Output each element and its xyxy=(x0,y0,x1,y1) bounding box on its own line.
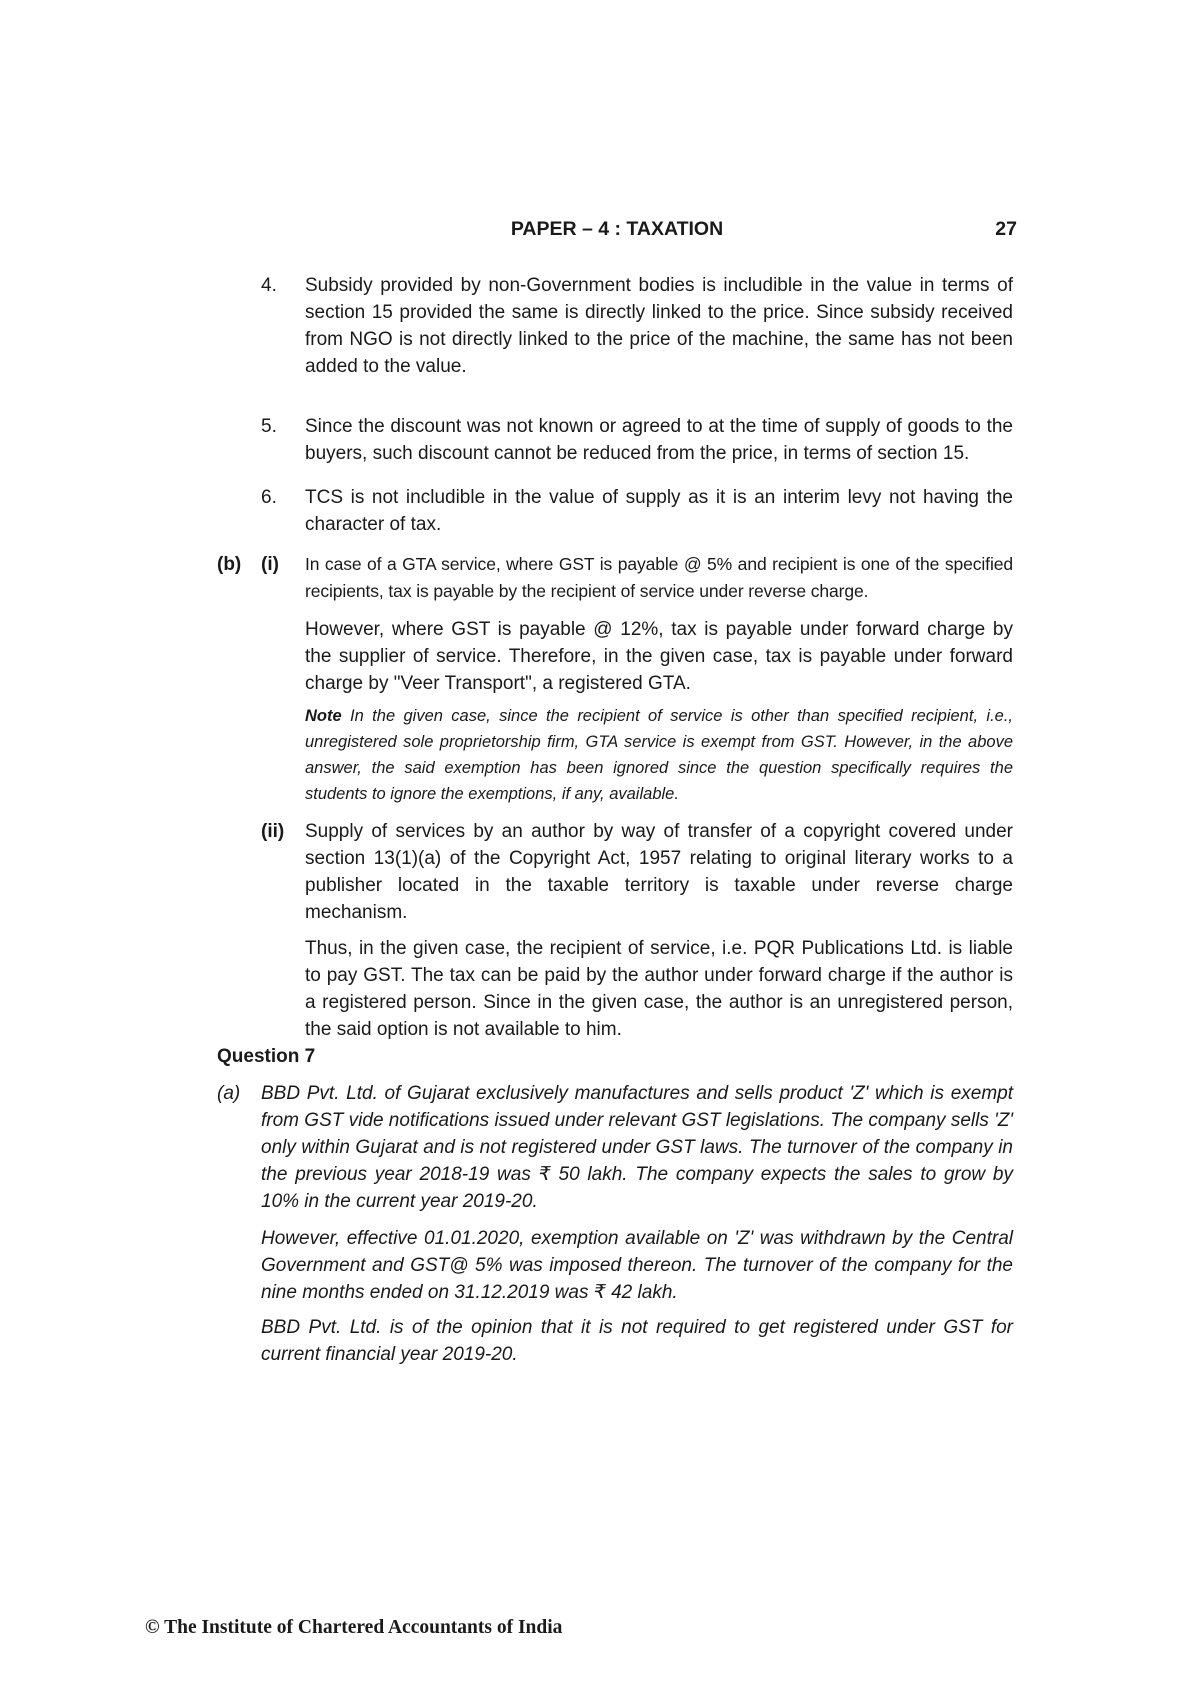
answer-b-ii xyxy=(0,818,1191,926)
item-number: 6. xyxy=(261,487,277,508)
item-text: Subsidy provided by non-Government bodies is includible in the value in terms of section 15 provided the same is directly linked to the price. Since subsidy received from NGO is not directly linked to the price of the machine, the same has not been added to the value. xyxy=(305,275,1013,377)
note-text: In the given case, since the recipient of service is other than specified recipient, i.e., unregistered sole proprietorship firm, GTA service is exempt from GST. However, in the above answer, the said exemption has been ignored since the question specifically requires the students to ignore the exemptions, if any, available. xyxy=(305,707,1013,803)
paragraph: Supply of services by an author by way of transfer of a copyright covered under section 13(1)(a) of the Copyright Act, 1957 relating to original literary works to a publisher located in the taxable territory is taxable under reverse charge mechanism. xyxy=(305,821,1013,923)
answer-b-i-continued xyxy=(0,616,1191,698)
question-7a xyxy=(0,1080,1191,1215)
paragraph: In case of a GTA service, where GST is payable @ 5% and recipient is one of the specified recipients, tax is payable by the recipient of service under reverse charge. xyxy=(305,554,1013,601)
list-item xyxy=(0,484,1191,540)
item-text: TCS is not includible in the value of supply as it is an interim levy not having the character of tax. xyxy=(305,487,1013,535)
question-paragraph: However, effective 01.01.2020, exemption available on 'Z' was withdrawn by the Central Government and GST@ 5% was imposed thereon. The turnover of the company for the nine months ended on 31.12.2019 was ₹ 42 lakh. xyxy=(261,1228,1013,1303)
note xyxy=(305,703,1013,807)
question-paragraph: BBD Pvt. Ltd. of Gujarat exclusively manufactures and sells product 'Z' which is exempt from GST vide notifications issued under relevant GST legislations. The company sells 'Z' only within Gujarat and is not registered under GST laws. The turnover of the company in the previous year 2018-19 was ₹ 50 lakh. The company expects the sales to grow by 10% in the current year 2019-20. xyxy=(261,1083,1013,1212)
note-label: Note xyxy=(305,707,342,725)
paragraph: Thus, in the given case, the recipient of service, i.e. PQR Publications Ltd. is liable to pay GST. The tax can be paid by the author under forward charge if the author is a registered person. Since in the given case, the author is an unregistered person, the said option is not available to him. xyxy=(305,938,1013,1040)
paper-title: PAPER – 4 : TAXATION xyxy=(510,218,724,240)
answer-b-ii-continued xyxy=(0,935,1191,1043)
answer-b-i xyxy=(0,551,1191,607)
subpart-label: (ii) xyxy=(261,821,285,842)
question-heading: Question 7 xyxy=(217,1046,316,1067)
part-label: (b) xyxy=(217,554,242,575)
list-item xyxy=(0,413,1191,469)
subpart-label: (i) xyxy=(261,554,279,575)
paragraph: However, where GST is payable @ 12%, tax is payable under forward charge by the supplier of service. Therefore, in the given case, tax is payable under forward charge by "Veer Transport", a registered GTA. xyxy=(305,619,1013,694)
item-number: 5. xyxy=(261,416,277,437)
question-part-label: (a) xyxy=(217,1083,241,1104)
question-paragraph: BBD Pvt. Ltd. is of the opinion that it is not required to get registered under GST for current financial year 2019-20. xyxy=(261,1317,1013,1365)
page-header xyxy=(217,218,1017,248)
list-item xyxy=(0,272,1191,382)
page-number: 27 xyxy=(995,218,1017,240)
footer-copyright: © The Institute of Chartered Accountants of India xyxy=(145,1617,563,1638)
item-text: Since the discount was not known or agreed to at the time of supply of goods to the buyers, such discount cannot be reduced from the price, in terms of section 15. xyxy=(305,416,1013,464)
item-number: 4. xyxy=(261,275,277,296)
